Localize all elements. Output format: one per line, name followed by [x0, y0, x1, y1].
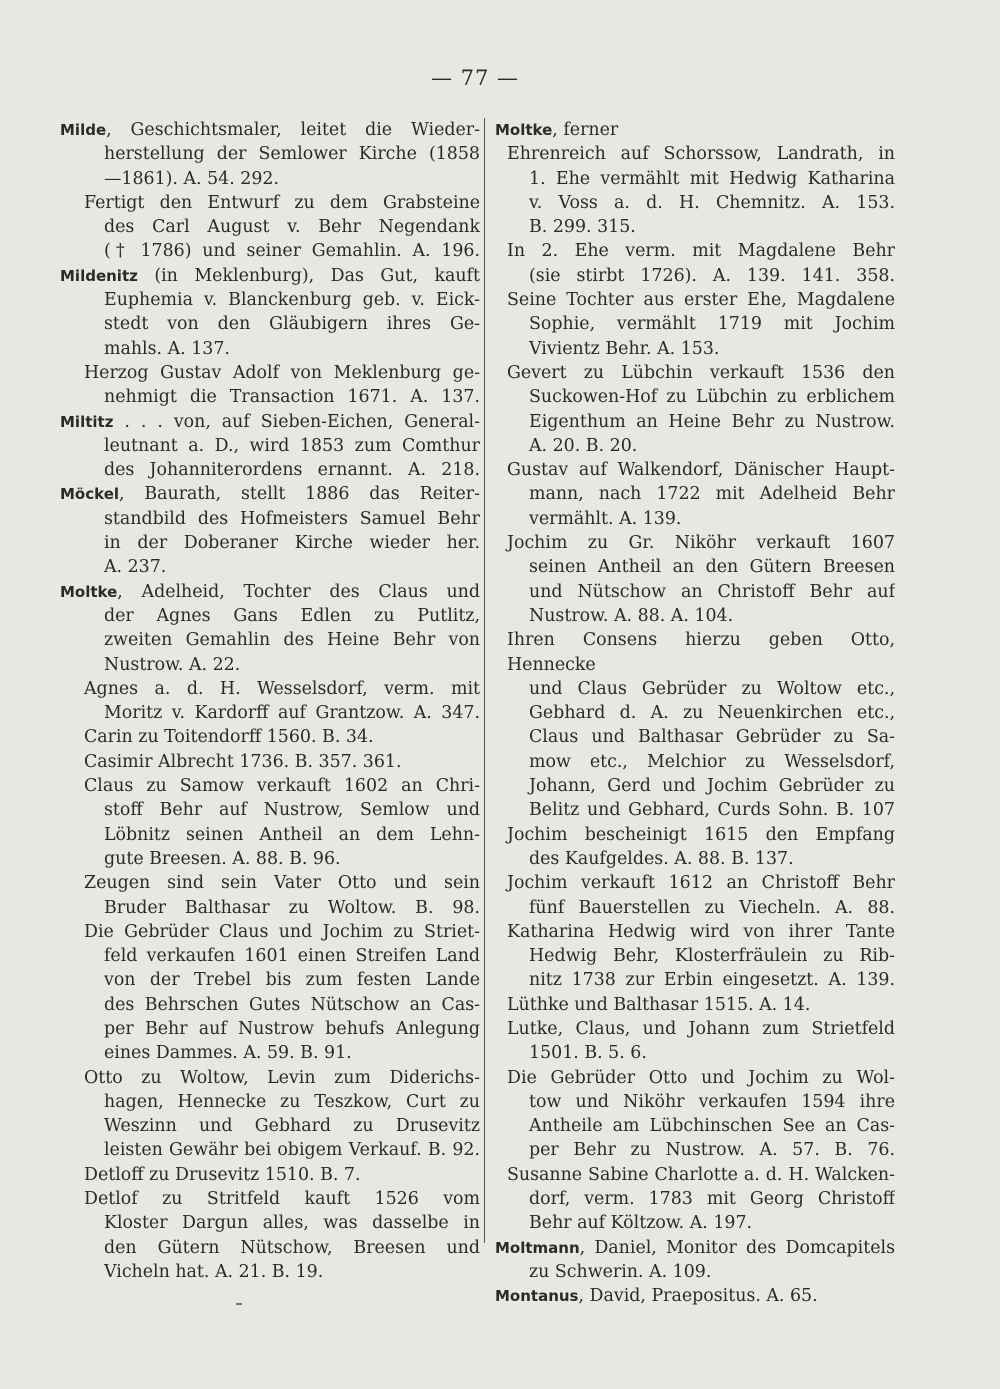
- entry-text: der Agnes Gans Edlen zu Putlitz,: [104, 605, 480, 626]
- entry-text: B. 299. 315.: [529, 217, 636, 238]
- entry-line: [60, 191, 480, 215]
- entry-line: [495, 1066, 895, 1090]
- entry-text: und Claus Gebrüder zu Woltow etc.,: [529, 678, 895, 699]
- entry-heading-line: [495, 1284, 895, 1308]
- entry-line: [60, 1236, 480, 1260]
- entry-heading-line: [60, 264, 480, 288]
- entry-line: [495, 1114, 895, 1138]
- entry-text: Fertigt den Entwurf zu dem Grabsteine: [84, 192, 480, 213]
- entry-line: [60, 628, 480, 652]
- entry-text: den Gütern Nütschow, Breesen und: [104, 1237, 480, 1258]
- entry-text: Gebhard d. A. zu Neuenkirchen etc.,: [529, 703, 895, 724]
- entry-text: Suckowen-Hof zu Lübchin zu erblichem: [529, 387, 895, 408]
- entry-line: [60, 288, 480, 312]
- entry-line: [495, 847, 895, 871]
- entry-line: [60, 458, 480, 482]
- entry-text: Lutke, Claus, und Johann zum Strietfeld: [507, 1018, 895, 1039]
- entry-line: [495, 1260, 895, 1284]
- entry-text: standbild des Hofmeisters Samuel Behr: [104, 508, 480, 529]
- entry-text: zweiten Gemahlin des Heine Behr von: [104, 630, 480, 651]
- entry-text: , Daniel, Monitor des Domcapitels: [579, 1237, 895, 1258]
- entry-text: In 2. Ehe verm. mit Magdalene Behr: [507, 241, 895, 262]
- entry-text: Detloff zu Drusevitz 1510. B. 7.: [84, 1164, 361, 1185]
- entry-headword: Moltmann: [495, 1238, 580, 1257]
- entry-text: A. 20. B. 20.: [529, 435, 638, 456]
- entry-line: [495, 920, 895, 944]
- entry-text: Weszinn und Gebhard zu Drusevitz: [104, 1116, 480, 1137]
- entry-text: herstellung der Semlower Kirche (1858: [104, 144, 480, 165]
- entry-line: [60, 1138, 480, 1162]
- entry-heading-line: [60, 410, 480, 434]
- entry-text: stoff Behr auf Nustrow, Semlow und: [104, 800, 480, 821]
- entry-line: [495, 750, 895, 774]
- entry-text: Jochim zu Gr. Niköhr verkauft 1607: [507, 533, 895, 554]
- entry-text: Lüthke und Balthasar 1515. A. 14.: [507, 994, 811, 1015]
- entry-line: [495, 1017, 895, 1041]
- entry-line: [495, 1090, 895, 1114]
- entry-line: [495, 142, 895, 166]
- entry-line: [495, 531, 895, 555]
- entry-heading-line: [495, 118, 895, 142]
- entry-text: Behr auf Költzow. A. 197.: [529, 1213, 753, 1234]
- entry-text: Herzog Gustav Adolf von Meklenburg ge-: [84, 362, 480, 383]
- entry-heading-line: [60, 118, 480, 142]
- entry-text: Jochim verkauft 1612 an Christoff Behr: [507, 873, 895, 894]
- entry-text: . . . von, auf Sieben-Eichen, General-: [113, 411, 480, 432]
- entry-text: Susanne Sabine Charlotte a. d. H. Walcken-: [507, 1164, 895, 1185]
- entry-text: Jochim bescheinigt 1615 den Empfang: [507, 824, 895, 845]
- entry-line: [60, 507, 480, 531]
- entry-line: [495, 361, 895, 385]
- entry-text: des Carl August v. Behr Negendank: [104, 217, 480, 238]
- entry-line: [495, 725, 895, 749]
- entry-text: mann, nach 1722 mit Adelheid Behr: [529, 484, 895, 505]
- entry-text: Moritz v. Kardorff auf Grantzow. A. 347.: [104, 703, 480, 724]
- entry-text: per Behr zu Nustrow. A. 57. B. 76.: [529, 1140, 895, 1161]
- entry-text: 1. Ehe vermählt mit Hedwig Katharina: [529, 168, 895, 189]
- entry-line: [60, 1017, 480, 1041]
- entry-line: [495, 458, 895, 482]
- entry-line: [60, 774, 480, 798]
- entry-line: [60, 701, 480, 725]
- entry-text: v. Voss a. d. H. Chemnitz. A. 153.: [529, 192, 895, 213]
- entry-text: feld verkaufen 1601 einen Streifen Land: [104, 946, 480, 967]
- entry-line: [60, 555, 480, 579]
- entry-heading-line: [495, 1236, 895, 1260]
- entry-text: von der Trebel bis zum festen Lande: [104, 970, 480, 991]
- entry-text: mahls. A. 137.: [104, 338, 230, 359]
- entry-text: 1501. B. 5. 6.: [529, 1043, 647, 1064]
- entry-line: [60, 750, 480, 774]
- entry-line: [60, 798, 480, 822]
- entry-text: Ehrenreich auf Schorssow, Landrath, in: [507, 144, 895, 165]
- entry-line: [495, 410, 895, 434]
- entry-line: [495, 604, 895, 628]
- entry-text: Antheile am Lübchinschen See an Cas-: [529, 1116, 895, 1137]
- entry-text: Gustav auf Walkendorf, Dänischer Haupt-: [507, 460, 895, 481]
- entry-line: [60, 1090, 480, 1114]
- entry-text: und Nütschow an Christoff Behr auf: [529, 581, 895, 602]
- entry-text: leutnant a. D., wird 1853 zum Comthur: [104, 435, 480, 456]
- entry-line: [495, 191, 895, 215]
- entry-text: , Adelheid, Tochter des Claus und: [117, 581, 480, 602]
- entry-line: [495, 507, 895, 531]
- entry-headword: Miltitz: [60, 412, 114, 431]
- entry-text: Katharina Hedwig wird von ihrer Tante: [507, 921, 895, 942]
- entry-text: , David, Praepositus. A. 65.: [578, 1286, 818, 1307]
- entry-text: Seine Tochter aus erster Ehe, Magdalene: [507, 290, 895, 311]
- ink-speck: [236, 1303, 242, 1305]
- entry-line: [495, 896, 895, 920]
- entry-line: [60, 531, 480, 555]
- entry-line: [495, 774, 895, 798]
- entry-text: stedt von den Gläubigern ihres Ge-: [104, 314, 480, 335]
- entry-line: [60, 653, 480, 677]
- entry-line: [60, 1260, 480, 1284]
- entry-headword: Montanus: [495, 1287, 579, 1306]
- entry-line: [60, 1163, 480, 1187]
- entry-line: [495, 871, 895, 895]
- entry-heading-line: [60, 482, 480, 506]
- entry-text: († 1786) und seiner Gemahlin. A. 196.: [104, 241, 480, 262]
- entry-text: tow und Niköhr verkaufen 1594 ihre: [529, 1091, 895, 1112]
- entry-text: Otto zu Woltow, Levin zum Diderichs-: [84, 1067, 480, 1088]
- entry-line: [495, 944, 895, 968]
- entry-line: [495, 385, 895, 409]
- entry-line: [60, 604, 480, 628]
- entry-text: , Baurath, stellt 1886 das Reiter-: [119, 484, 480, 505]
- page-number: — 77 —: [430, 66, 520, 90]
- entry-text: Die Gebrüder Otto und Jochim zu Wol-: [507, 1067, 895, 1088]
- entry-text: in der Doberaner Kirche wieder her.: [104, 533, 480, 554]
- entry-text: Belitz und Gebhard, Curds Sohn. B. 107: [529, 800, 895, 821]
- entry-text: Claus zu Samow verkauft 1602 an Chri-: [84, 776, 480, 797]
- entry-line: [495, 239, 895, 263]
- entry-line: [60, 385, 480, 409]
- entry-line: [60, 896, 480, 920]
- entry-text: nehmigt die Transaction 1671. A. 137.: [104, 387, 480, 408]
- entry-line: [60, 993, 480, 1017]
- entry-line: [60, 312, 480, 336]
- entry-text: Claus und Balthasar Gebrüder zu Sa-: [529, 727, 895, 748]
- entry-text: Bruder Balthasar zu Woltow. B. 98.: [104, 897, 480, 918]
- entry-line: [60, 847, 480, 871]
- entry-text: Die Gebrüder Claus und Jochim zu Striet-: [84, 921, 480, 942]
- entry-line: [60, 1187, 480, 1211]
- entry-line: [495, 1138, 895, 1162]
- entry-text: Nustrow. A. 22.: [104, 654, 241, 675]
- entry-text: —1861). A. 54. 292.: [104, 168, 280, 189]
- entry-headword: Mildenitz: [60, 266, 138, 285]
- entry-text: Ihren Consens hierzu geben Otto, Hennecke: [507, 630, 895, 675]
- entry-line: [495, 1041, 895, 1065]
- entry-text: A. 237.: [104, 557, 167, 578]
- entry-text: Johann, Gerd und Jochim Gebrüder zu: [529, 776, 895, 797]
- entry-line: [495, 288, 895, 312]
- entry-line: [495, 701, 895, 725]
- entry-text: Zeugen sind sein Vater Otto und sein: [84, 873, 480, 894]
- entry-line: [495, 434, 895, 458]
- entry-text: gute Breesen. A. 88. B. 96.: [104, 848, 341, 869]
- left-column: [60, 118, 480, 1284]
- entry-line: [60, 871, 480, 895]
- entry-text: mow etc., Melchior zu Wesselsdorf,: [529, 751, 895, 772]
- entry-line: [60, 142, 480, 166]
- entry-line: [60, 677, 480, 701]
- entry-text: Vicheln hat. A. 21. B. 19.: [104, 1261, 324, 1282]
- entry-line: [60, 1211, 480, 1235]
- right-column: [495, 118, 895, 1309]
- entry-line: [60, 239, 480, 263]
- entry-text: nitz 1738 zur Erbin eingesetzt. A. 139.: [529, 970, 895, 991]
- entry-heading-line: [60, 580, 480, 604]
- entry-text: Gevert zu Lübchin verkauft 1536 den: [507, 362, 895, 383]
- column-divider: [484, 118, 485, 1243]
- entry-text: Sophie, vermählt 1719 mit Jochim: [529, 314, 895, 335]
- entry-line: [495, 628, 895, 677]
- entry-line: [495, 264, 895, 288]
- entry-line: [495, 1211, 895, 1235]
- entry-text: Carin zu Toitendorff 1560. B. 34.: [84, 727, 374, 748]
- entry-text: , Geschichtsmaler, leitet die Wieder-: [106, 120, 480, 140]
- entry-headword: Moltke: [60, 582, 118, 601]
- entry-line: [495, 215, 895, 239]
- entry-line: [495, 1187, 895, 1211]
- entry-text: , ferner: [552, 120, 619, 140]
- entry-line: [495, 555, 895, 579]
- entry-line: [495, 1163, 895, 1187]
- entry-text: vermählt. A. 139.: [529, 508, 682, 529]
- entry-line: [60, 434, 480, 458]
- entry-line: [60, 167, 480, 191]
- entry-text: des Kaufgeldes. A. 88. B. 137.: [529, 848, 794, 869]
- entry-headword: Milde: [60, 121, 107, 139]
- entry-headword: Möckel: [60, 485, 120, 504]
- entry-line: [60, 968, 480, 992]
- entry-line: [495, 677, 895, 701]
- entry-line: [60, 1041, 480, 1065]
- entry-headword: Moltke: [495, 121, 553, 139]
- entry-text: zu Schwerin. A. 109.: [529, 1261, 712, 1282]
- entry-text: (in Meklenburg), Das Gut, kauft: [137, 265, 480, 286]
- entry-text: per Behr auf Nustrow behufs Anlegung: [104, 1018, 480, 1039]
- entry-line: [495, 968, 895, 992]
- entry-line: [495, 580, 895, 604]
- entry-line: [60, 1114, 480, 1138]
- entry-line: [60, 725, 480, 749]
- entry-text: Agnes a. d. H. Wesselsdorf, verm. mit: [84, 678, 480, 699]
- entry-text: Casimir Albrecht 1736. B. 357. 361.: [84, 751, 402, 772]
- entry-text: Euphemia v. Blanckenburg geb. v. Eick-: [104, 290, 480, 311]
- entry-text: des Behrschen Gutes Nütschow an Cas-: [104, 994, 480, 1015]
- entry-text: eines Dammes. A. 59. B. 91.: [104, 1043, 352, 1064]
- entry-line: [60, 215, 480, 239]
- entry-line: [60, 944, 480, 968]
- entry-line: [495, 337, 895, 361]
- entry-line: [60, 1066, 480, 1090]
- entry-text: Nustrow. A. 88. A. 104.: [529, 605, 734, 626]
- entry-line: [60, 823, 480, 847]
- entry-line: [495, 167, 895, 191]
- entry-line: [495, 482, 895, 506]
- entry-line: [495, 798, 895, 822]
- entry-text: Detlof zu Stritfeld kauft 1526 vom: [84, 1189, 480, 1210]
- entry-text: fünf Bauerstellen zu Viecheln. A. 88.: [529, 897, 895, 918]
- entry-text: des Johanniterordens ernannt. A. 218.: [104, 460, 480, 481]
- entry-text: Hedwig Behr, Klosterfräulein zu Rib-: [529, 946, 895, 967]
- entry-line: [60, 361, 480, 385]
- entry-text: hagen, Hennecke zu Teszkow, Curt zu: [104, 1091, 480, 1112]
- entry-line: [495, 312, 895, 336]
- entry-text: Eigenthum an Heine Behr zu Nustrow.: [529, 411, 895, 432]
- entry-text: leisten Gewähr bei obigem Verkauf. B. 92.: [104, 1140, 480, 1161]
- entry-text: Vivientz Behr. A. 153.: [529, 338, 720, 359]
- entry-line: [60, 920, 480, 944]
- entry-text: seinen Antheil an den Gütern Breesen: [529, 557, 895, 578]
- entry-text: (sie stirbt 1726). A. 139. 141. 358.: [529, 265, 895, 286]
- entry-text: Kloster Dargun alles, was dasselbe in: [104, 1213, 480, 1234]
- entry-text: dorf, verm. 1783 mit Georg Christoff: [529, 1189, 895, 1210]
- entry-line: [60, 337, 480, 361]
- entry-line: [495, 993, 895, 1017]
- entry-line: [495, 823, 895, 847]
- entry-text: Löbnitz seinen Antheil an dem Lehn-: [104, 824, 480, 845]
